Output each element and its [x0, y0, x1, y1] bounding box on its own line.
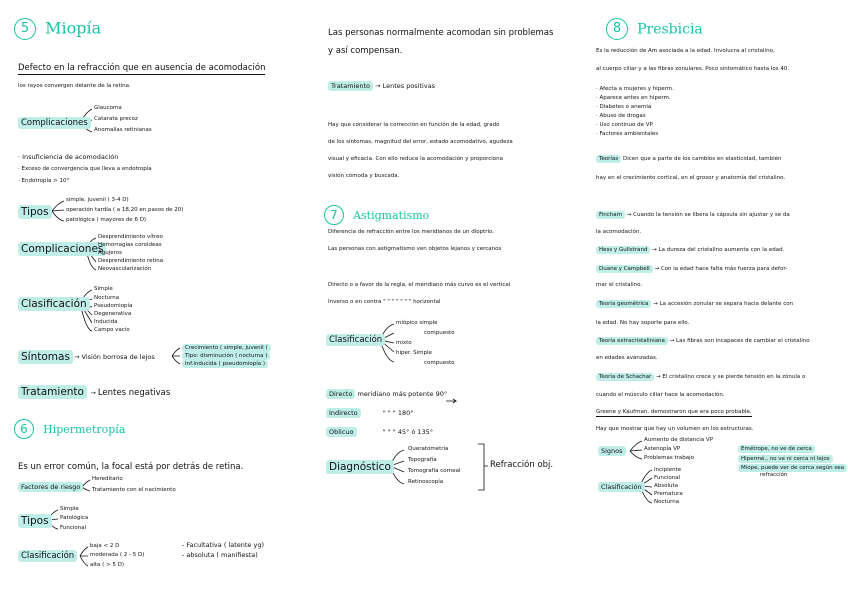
list-item: Tratamiento con el nacimiento: [92, 487, 176, 493]
list-item: Simple: [94, 286, 113, 292]
teorias-line-2: hay en el crecimiento cortical, en el grosor y anatomía del cristalino.: [596, 175, 786, 181]
teoria-geometrica-2: la edad. No hay soporte para ello.: [596, 320, 690, 326]
teoria-name: Fincham: [596, 211, 625, 219]
list-item: Hipermé., no ve ni cerca ni lejos: [738, 455, 833, 463]
presbicia-extra-1: Greene y Kaufman, demostraron que era poco probable.: [596, 409, 752, 415]
list-item: Patológica: [60, 515, 89, 521]
list-item: - Facultativa ( latente yg): [182, 541, 264, 549]
eje-text: meridiano más potente 90°: [357, 390, 448, 398]
bracket-factores: [82, 480, 90, 491]
list-item: Degenerativa: [94, 311, 132, 317]
list-item: miópico simple: [396, 320, 438, 326]
list-item: - absoluta ( manifiesta): [182, 551, 258, 559]
hipermetropia-definition: Es un error común, la focal está por detrás de retina.: [18, 462, 244, 472]
eje-oblicuo: [326, 428, 433, 436]
list-item: baja < 2 D: [90, 543, 120, 549]
list-item: Tipo: disminución ( nocturna ): [182, 352, 270, 360]
teoria-geometrica: Teoría geométrica → La accesión zonular se separa hacia delante con: [596, 301, 793, 307]
list-item: moderada ( 2 - 5 D): [90, 552, 145, 558]
eje-name: Indirecto: [326, 408, 361, 418]
astigmatismo-inverso: Inverso o en contra " " " " " " " horizontal: [328, 299, 441, 305]
teoria-name: Teoría de Schachar: [596, 373, 654, 381]
bullet-text: Aparece antes en hiperm.: [599, 95, 671, 101]
teoria-text: Con la edad hace falta más fuerza para defor-: [660, 266, 788, 272]
astigmatismo-clasif-label: Clasificación: [326, 334, 385, 346]
paragraph-line: visual y eficacia. Con ello reduce la acomodación y proporciona: [328, 156, 504, 162]
teoria-duane-2: mar el cristalino.: [596, 282, 643, 288]
bracket-clasif-h: [80, 547, 88, 566]
teoria-text: La dureza del cristalino aumenta con la edad.: [658, 247, 785, 253]
signos-label: Signos: [598, 446, 626, 456]
miopia-sintomas-label: Síntomas: [18, 350, 73, 364]
bracket-diag-right: [478, 444, 488, 490]
section-number-7: 7: [324, 205, 344, 225]
eje-indirecto: [326, 409, 414, 417]
miopia-definition: Defecto en la refracción que en ausencia de acomodación: [18, 63, 266, 73]
list-item: operación tardía ( a 18,20 en pasos de 20): [66, 207, 184, 213]
list-item: Topografía: [408, 457, 437, 463]
list-item: alta ( > 5 D): [90, 562, 125, 568]
bullet-text: Abuso de drogas: [599, 113, 646, 119]
teoria-name: Duane y Campbell: [596, 265, 653, 273]
list-item: · Diabetes o anemia: [596, 104, 652, 110]
astigmatismo-heading: [324, 204, 429, 225]
list-item: simple, juvenil ( 3-4 D): [66, 197, 129, 203]
list-item: Miope, puede ver de cerca según sea: [738, 464, 847, 472]
list-item: Absoluta: [654, 483, 679, 489]
list-item: Campo vacío: [94, 327, 130, 333]
list-item: Funcional: [60, 525, 87, 531]
teoria-duane: Duane y Campbell → Con la edad hace falta más fuerza para defor-: [596, 266, 787, 272]
bullet-text: Afecta a mujeres y hiperm.: [599, 86, 674, 92]
list-item: Emétrope, no ve de cerca: [738, 445, 815, 453]
list-item: · Factores ambientales: [596, 131, 659, 137]
presbicia-definition-2: al cuerpo ciliar y a las fibras zonulares. Poco sintomático hasta los 40.: [596, 66, 790, 72]
teoria-fincham-2: la acomodación.: [596, 229, 642, 235]
col2-intro-2: y así compensan.: [328, 46, 403, 56]
diag-right: Refracción obj.: [490, 460, 554, 470]
hipermetropia-heading: [14, 418, 125, 439]
hipermetropia-clasif-label: Clasificación: [18, 550, 77, 562]
teorias-label: Teorías: [596, 155, 621, 163]
list-item: refracción: [760, 472, 788, 478]
list-item: Prematura: [654, 491, 683, 497]
teoria-schachar-2: cuando el músculo ciliar hace la acomodación.: [596, 392, 725, 398]
teoria-text: La accesión zonular se separa hacia delante con: [659, 301, 794, 307]
presbicia-definition-1: Es la reducción de Am asociada a la edad. Involucra al cristalino,: [596, 48, 775, 54]
bracket-tipos: [52, 201, 64, 221]
paragraph-line: Hay que considerar la corrección en función de la edad, grado: [328, 122, 500, 128]
list-item: Astenopía VP: [644, 446, 681, 452]
teoria-fincham: Fincham → Cuando la tensión se libera la cápsula sin ajustar y se da: [596, 212, 790, 218]
list-item: · Abuso de drogas: [596, 113, 646, 119]
miopia-complicaciones-label: Complicaciones: [18, 117, 91, 129]
teoria-name: Teoría geométrica: [596, 300, 651, 308]
astigmatismo-diag-label: Diagnóstico: [326, 460, 394, 474]
list-item: Funcional: [654, 475, 681, 481]
insuficiencia-text: Exceso de convergencia que lleva a endotropía: [21, 166, 152, 172]
list-item: Desprendimiento vítreo: [98, 234, 163, 240]
insuficiencia-3: · Endotropía > 10°: [18, 178, 70, 184]
bracket-sintomas: [172, 348, 180, 364]
tratamiento-text: Lentes negativas: [97, 388, 171, 398]
miopia-compl2-label: Complicaciones: [18, 242, 106, 256]
tratamiento-text: Lentes positivas: [382, 82, 436, 90]
paragraph-line: de los síntomas, magnitud del error, estado acomodativo, agudeza: [328, 139, 513, 145]
miopia-title: Miopía: [45, 18, 102, 38]
teoria-schachar: Teoría de Schachar → El cristalino crece y se pierde tensión en la zónula o: [596, 374, 805, 380]
insuficiencia-text: Endotropía > 10°: [21, 178, 70, 184]
bullet-text: Diabetes o anemia: [599, 104, 652, 110]
col2-tratamiento: Tratamiento → Lentes positivas: [328, 82, 435, 90]
section-number-6: 6: [14, 419, 34, 439]
list-item: Retinoscopía: [408, 479, 444, 485]
astigmatismo-title: Astigmatismo: [353, 209, 430, 222]
bracket-signos: [630, 441, 642, 459]
insuficiencia-text: Insuficiencia de acomodación: [22, 153, 119, 161]
bullet-text: Factores ambientales: [599, 131, 659, 137]
hipermetropia-tipos-label: Tipos: [18, 514, 52, 528]
list-item: Incipiente: [654, 467, 682, 473]
sintomas-text: Visión borrosa de lejos: [81, 353, 155, 361]
list-item: patológica ( mayores de 6 D): [66, 217, 147, 223]
list-item: compuesto: [424, 330, 455, 336]
teoria-text: Las fibras son incapaces de cambiar el cristalino: [676, 338, 810, 344]
section-number-5: 5: [14, 18, 36, 40]
teoria-hess: Hess y Gullstrand → La dureza del cristalino aumenta con la edad.: [596, 247, 784, 253]
list-item: Queratometría: [408, 446, 449, 452]
teorias: [596, 156, 782, 162]
miopia-tipos-label: Tipos: [18, 205, 52, 219]
astigmatismo-definition-2: Las personas con astigmatismo ven objetos lejanos y cercanos: [328, 246, 502, 252]
arrow-ast: [446, 399, 456, 403]
presbicia-title: Presbicia: [637, 21, 703, 38]
list-item: hiper. Simple: [396, 350, 432, 356]
list-item: Desprendimiento retina: [98, 258, 164, 264]
list-item: Agujeros: [98, 250, 123, 256]
teoria-name: Hess y Gullstrand: [596, 246, 650, 254]
miopia-tratamiento: Tratamiento → Lentes negativas: [18, 386, 170, 398]
teoria-extracristaliniana: Teoría extracristaliniana → Las fibras son incapaces de cambiar el cristalino: [596, 338, 810, 344]
list-item: Inf.inducida ( pseudomiopía ): [182, 360, 268, 368]
section-number-8: 8: [606, 18, 628, 40]
eje-text: " " " 45° ó 135°: [382, 428, 434, 436]
eje-name: Directo: [326, 389, 355, 399]
presbicia-heading: [606, 18, 703, 40]
list-item: Catarata precoz: [94, 116, 138, 122]
eje-name: Oblicuo: [326, 427, 357, 437]
teoria-name: Teoría extracristaliniana: [596, 337, 668, 345]
list-item: · Aparece antes en hiperm.: [596, 95, 671, 101]
list-item: compuesto: [424, 360, 455, 366]
paragraph-line: visión cómoda y buscada.: [328, 173, 400, 179]
list-item: · Uso continuo de VP: [596, 122, 653, 128]
factores-label: Factores de riesgo: [18, 482, 83, 492]
list-item: Aumento de distancia VP: [644, 437, 714, 443]
list-item: Problemas trabajo: [644, 455, 695, 461]
teoria-text: Cuando la tensión se libera la cápsula sin ajustar y se da: [633, 212, 790, 218]
list-item: Nocturna: [94, 295, 120, 301]
list-item: Hereditario: [92, 476, 123, 482]
list-item: Anomalías retinianas: [94, 127, 152, 133]
eje-text: " " " 180°: [382, 409, 414, 417]
teoria-extracristaliniana-2: en edades avanzadas.: [596, 355, 658, 361]
list-item: mixto: [396, 340, 412, 346]
miopia-definition-2: los rayos convergen delante de la retina.: [18, 83, 131, 89]
eje-directo: [326, 390, 447, 398]
list-item: Inducida: [94, 319, 118, 325]
miopia-clasif-label: Clasificación: [18, 297, 90, 311]
miopia-heading: [14, 18, 101, 40]
list-item: Neovascularización: [98, 266, 152, 272]
bullet-text: Uso continuo de VP: [599, 122, 653, 128]
list-item: Simple: [60, 506, 79, 512]
list-item: Pseudomiopía: [94, 303, 133, 309]
hipermetropia-title: Hipermetropía: [43, 423, 126, 436]
list-item: Glaucoma: [94, 105, 122, 111]
tratamiento-label: Tratamiento: [18, 385, 87, 399]
miopia-sintomas-text: → Visión borrosa de lejos: [74, 353, 155, 361]
list-item: · Afecta a mujeres y hiperm.: [596, 86, 674, 92]
list-item: Tomografía corneal: [408, 468, 461, 474]
astigmatismo-definition: Diferencia de refracción entre los meridianos de un dioptrio.: [328, 229, 495, 235]
presbicia-clasif-label: Clasificación: [598, 482, 645, 492]
tratamiento-label: Tratamiento: [328, 81, 373, 91]
teorias-text: Dicen que a parte de los cambios en elasticidad, también: [622, 156, 782, 162]
list-item: Hemorragias coroideas: [98, 242, 162, 248]
insuficiencia-2: · Exceso de convergencia que lleva a endotropía: [18, 166, 152, 172]
astigmatismo-directo: Directo o a favor de la regla, el meridiano más curvo es el vertical: [328, 282, 511, 288]
list-item: Crecimiento ( simple, juvenil ): [182, 344, 271, 352]
teoria-text: El cristalino crece y se pierde tensión en la zónula o: [662, 374, 806, 380]
presbicia-extra-2: Hay que mostrar que hay un volumen en los estructuras.: [596, 426, 754, 432]
insuficiencia-1: · Insuficiencia de acomodación: [18, 153, 119, 161]
list-item: Nocturna: [654, 499, 680, 505]
col2-intro-1: Las personas normalmente acomodan sin problemas: [328, 28, 554, 38]
